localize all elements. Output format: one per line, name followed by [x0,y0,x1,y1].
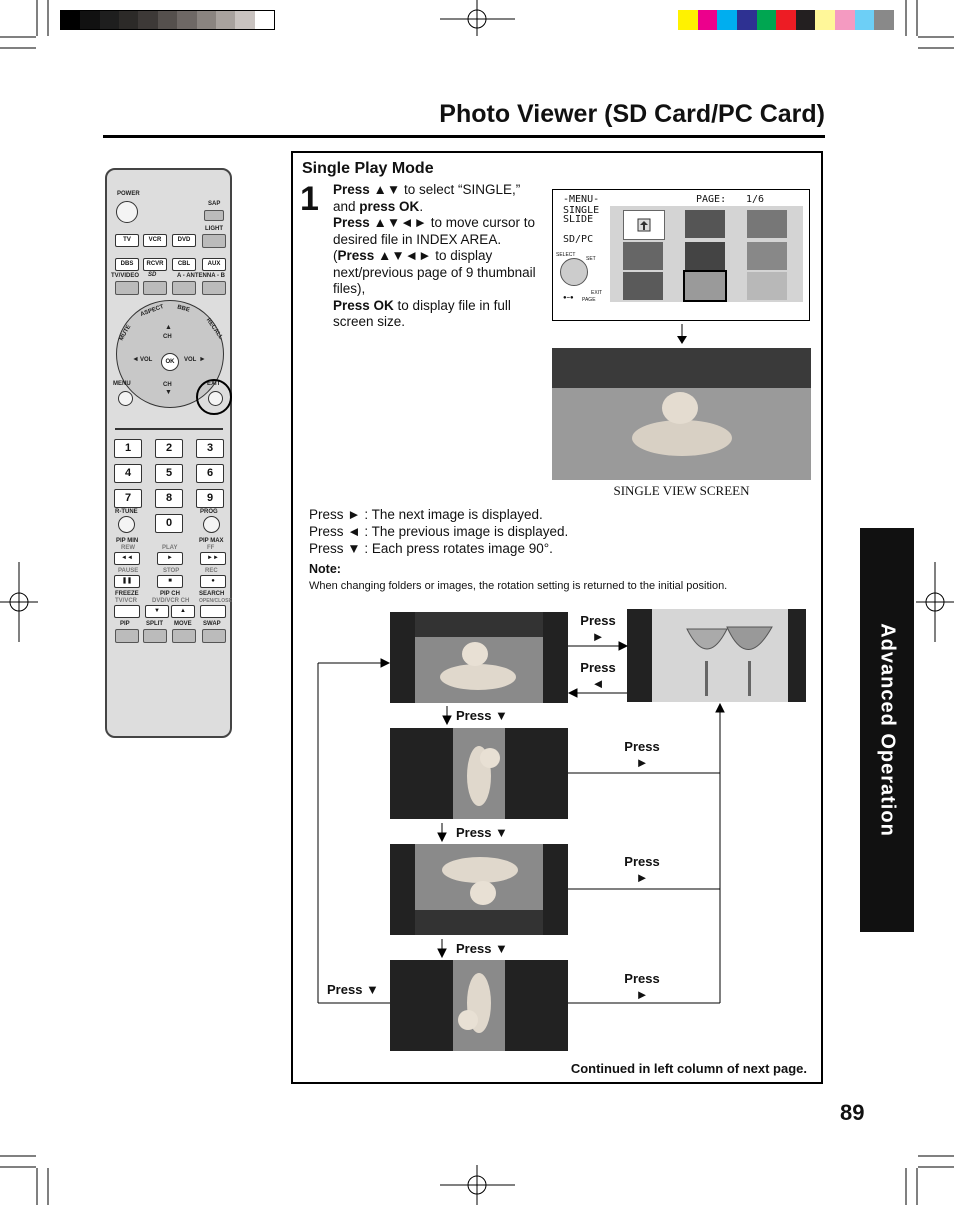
rtune-label: R-TUNE [115,509,138,515]
press-next-label: Press ► [624,739,660,770]
vcr-button[interactable]: VCR [143,234,167,247]
power-label: POWER [117,191,140,197]
stop-button[interactable]: ■ [157,575,183,588]
digit-2-button[interactable]: 2 [155,439,183,458]
light-label: LIGHT [205,226,223,232]
ff-label: FF [207,545,215,551]
stop-label: STOP [163,568,180,574]
digit-8-button[interactable]: 8 [155,489,183,508]
vol-right-label: VOL [184,357,197,363]
freeze-label: FREEZE [115,591,139,597]
digit-9-button[interactable]: 9 [196,489,224,508]
press-rotate-label: Press ▼ [327,982,379,997]
instruction-previous: Press ◄ : The previous image is displayed. [309,524,569,539]
rcvr-button[interactable]: RCVR [143,258,167,271]
digit-5-button[interactable]: 5 [155,464,183,483]
page-key-icon: ●–● [563,295,574,301]
press-next-label: Press ► [580,613,616,644]
note-label: Note: [309,562,341,576]
cbl-button[interactable]: CBL [172,258,196,271]
step-number: 1 [300,180,319,218]
rew-button[interactable]: ◄◄ [114,552,140,565]
step-line-page: (Press ▲▼◄► to display next/previous page of 9 thumbnail files), [333,248,536,296]
page-title: Photo Viewer (SD Card/PC Card) [439,100,825,128]
tv-vcr-label: TV/VCR [115,598,138,604]
menu-label: -MENU- [563,194,600,205]
set-label: SET [586,256,596,262]
rew-label: REW [121,545,135,551]
step-line-select: Press ▲▼ to select “SINGLE,” and press OK. [333,182,521,214]
pip-ch-label: PIP CH [160,591,180,597]
search-label: SEARCH [199,591,225,597]
instruction-next: Press ► : The next image is displayed. [309,507,543,522]
swap-label: SWAP [203,621,221,627]
slide-option[interactable]: SLIDE [563,214,594,225]
step-line-ok: Press OK to display file in full screen size. [333,297,511,329]
pause-label: PAUSE [118,568,139,574]
sd-logo: SD [148,272,157,278]
ok-button[interactable]: OK [161,353,179,371]
tv-video-label: TV/VIDEO [111,273,140,279]
play-label: PLAY [162,545,178,551]
pip-min-label: PIP MIN [116,538,139,544]
ch-down-label: CH [163,382,172,388]
dbs-button[interactable]: DBS [115,258,139,271]
aux-button[interactable]: AUX [202,258,226,271]
ff-button[interactable]: ►► [200,552,226,565]
press-rotate-label: Press ▼ [456,941,508,956]
prog-label: PROG [200,509,218,515]
section-heading: Single Play Mode [302,160,434,177]
press-rotate-label: Press ▼ [456,708,508,723]
select-label: SELECT [556,252,576,258]
mute-label: MUTE [118,324,133,342]
open-close-label: OPEN/CLOSE [199,598,232,604]
pip-ch-down-button[interactable]: ▼ [145,605,169,618]
source-label: SD/PC [563,234,594,245]
bbe-label: BBE [176,304,191,314]
instruction-rotate: Press ▼ : Each press rotates image 90°. [309,541,553,556]
page-number: 89 [840,1100,865,1125]
recall-label: RECALL [204,317,224,341]
dvd-button[interactable]: DVD [172,234,196,247]
continued-note: Continued in left column of next page. [570,1061,807,1076]
tv-button[interactable]: TV [115,234,139,247]
exit-label: EXIT [591,290,603,296]
note-text: When changing folders or images, the rotation setting is returned to the initial position. [309,580,728,592]
menu-label: MENU [113,381,131,387]
rec-button[interactable]: ● [200,575,226,588]
digit-3-button[interactable]: 3 [196,439,224,458]
digit-7-button[interactable]: 7 [114,489,142,508]
ch-up-label: CH [163,334,172,340]
pip-max-label: PIP MAX [199,538,224,544]
digit-6-button[interactable]: 6 [196,464,224,483]
digit-0-button[interactable]: 0 [155,514,183,533]
split-label: SPLIT [146,621,164,627]
pip-label: PIP [120,621,130,627]
play-button[interactable]: ► [157,552,183,565]
digit-1-button[interactable]: 1 [114,439,142,458]
aspect-label: ASPECT [139,304,165,318]
press-next-label: Press ► [624,971,660,1002]
single-view-caption: SINGLE VIEW SCREEN [613,483,750,498]
ch-up-arrow-icon[interactable]: ▲ [165,324,172,331]
page-value: 1/6 [746,194,765,205]
side-tab-label: Advanced Operation [876,623,899,837]
page-label: PAGE: [696,194,727,205]
single-option[interactable]: SINGLE [563,205,600,216]
sap-label: SAP [208,201,221,207]
ch-down-arrow-icon[interactable]: ▼ [165,389,172,396]
move-label: MOVE [174,621,192,627]
antenna-label: A - ANTENNA - B [177,273,225,279]
press-prev-label: Press ◄ [580,660,616,691]
press-rotate-label: Press ▼ [456,825,508,840]
press-next-label: Press ► [624,854,660,885]
step-line-move: Press ▲▼◄► to move cursor to desired file in INDEX AREA. [333,215,536,247]
vol-down-arrow-icon[interactable]: ◄ [132,356,139,363]
digit-4-button[interactable]: 4 [114,464,142,483]
pause-button[interactable]: ❚❚ [114,575,140,588]
page-hint-label: PAGE [582,297,596,303]
vol-left-label: VOL [140,357,153,363]
rec-label: REC [205,568,218,574]
dvd-vcr-ch-label: DVD/VCR CH [152,598,190,604]
vol-up-arrow-icon[interactable]: ► [199,356,206,363]
pip-ch-up-button[interactable]: ▲ [171,605,195,618]
exit-label: EXIT [207,381,221,387]
